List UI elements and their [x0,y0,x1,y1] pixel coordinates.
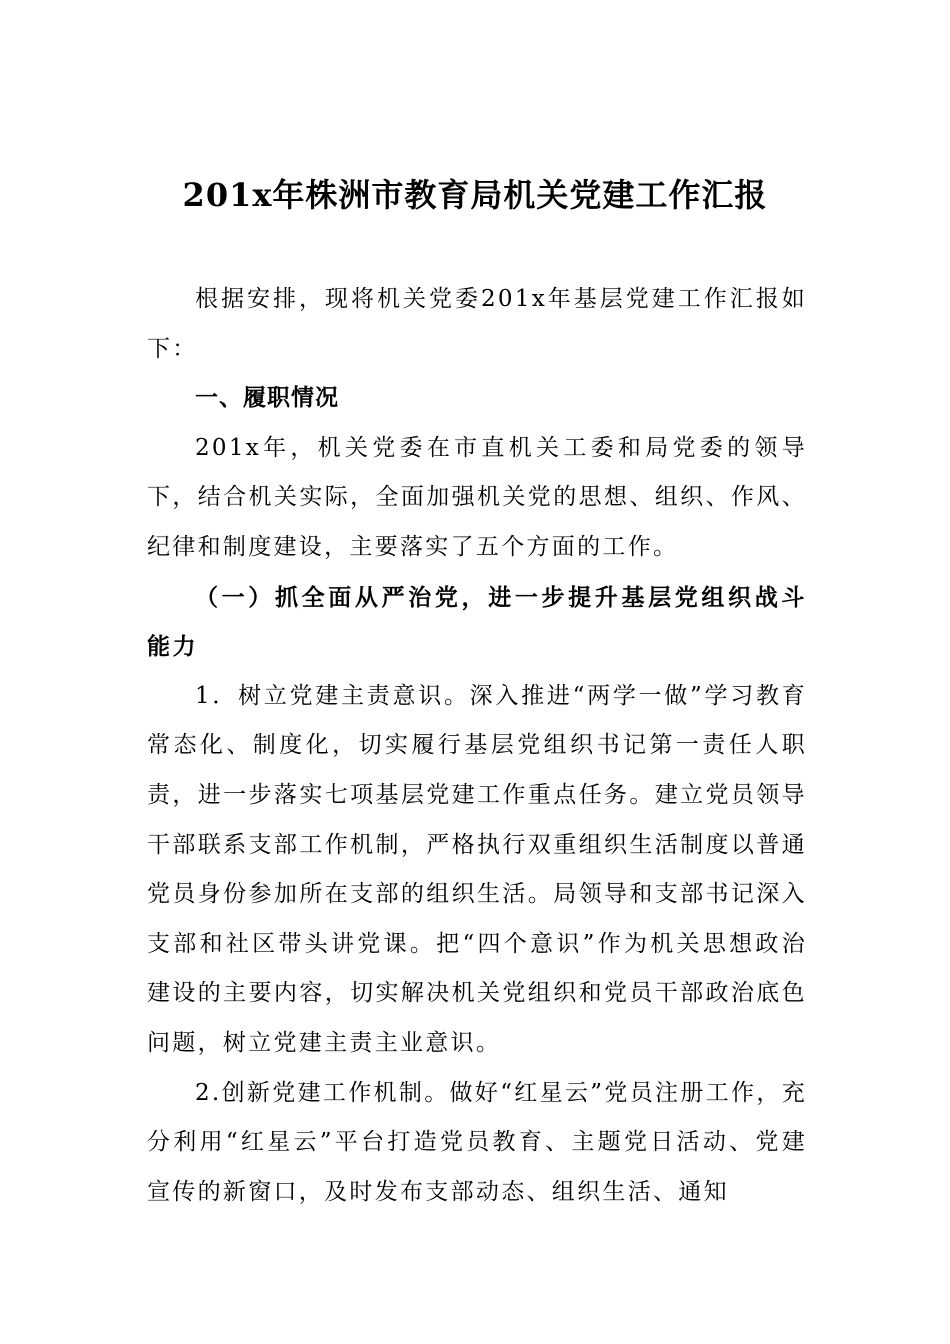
intro-paragraph: 根据安排，现将机关党委201x年基层党建工作汇报如下： [147,286,807,362]
subsection-heading-party-discipline: （一）抓全面从严治党，进一步提升基层党组织战斗能力 [147,583,807,661]
document-body [147,275,807,1217]
section-paragraph-performance: 201x年，机关党委在市直机关工委和局党委的领导下，结合机关实际，全面加强机关党的思想、组织、作风、纪律和制度建设，主要落实了五个方面的工作。 [147,434,807,560]
list-item-responsibility: 1．树立党建主责意识。深入推进“两学一做”学习教育常态化、制度化，切实履行基层党组织书记第一责任人职责，进一步落实七项基层党建工作重点任务。建立党员领导干部联系支部工作机制，严格执行双重组织生活制度以普通党员身份参加所在支部的组织生活。局领导和支部书记深入支部和社区带头讲党课。把“四个意识”作为机关思想政治建设的主要内容，切实解决机关党组织和党员干部政治底色问题，树立党建主责主业意识。 [147,682,807,1056]
document-title: 201x年株洲市教育局机关党建工作汇报 [182,176,768,214]
list-item-mechanism: 2.创新党建工作机制。做好“红星云”党员注册工作，充分利用“红星云”平台打造党员教育、主题党日活动、党建宣传的新窗口，及时发布支部动态、组织生活、通知 [147,1079,807,1205]
section-heading-performance: 一、履职情况 [195,385,339,412]
